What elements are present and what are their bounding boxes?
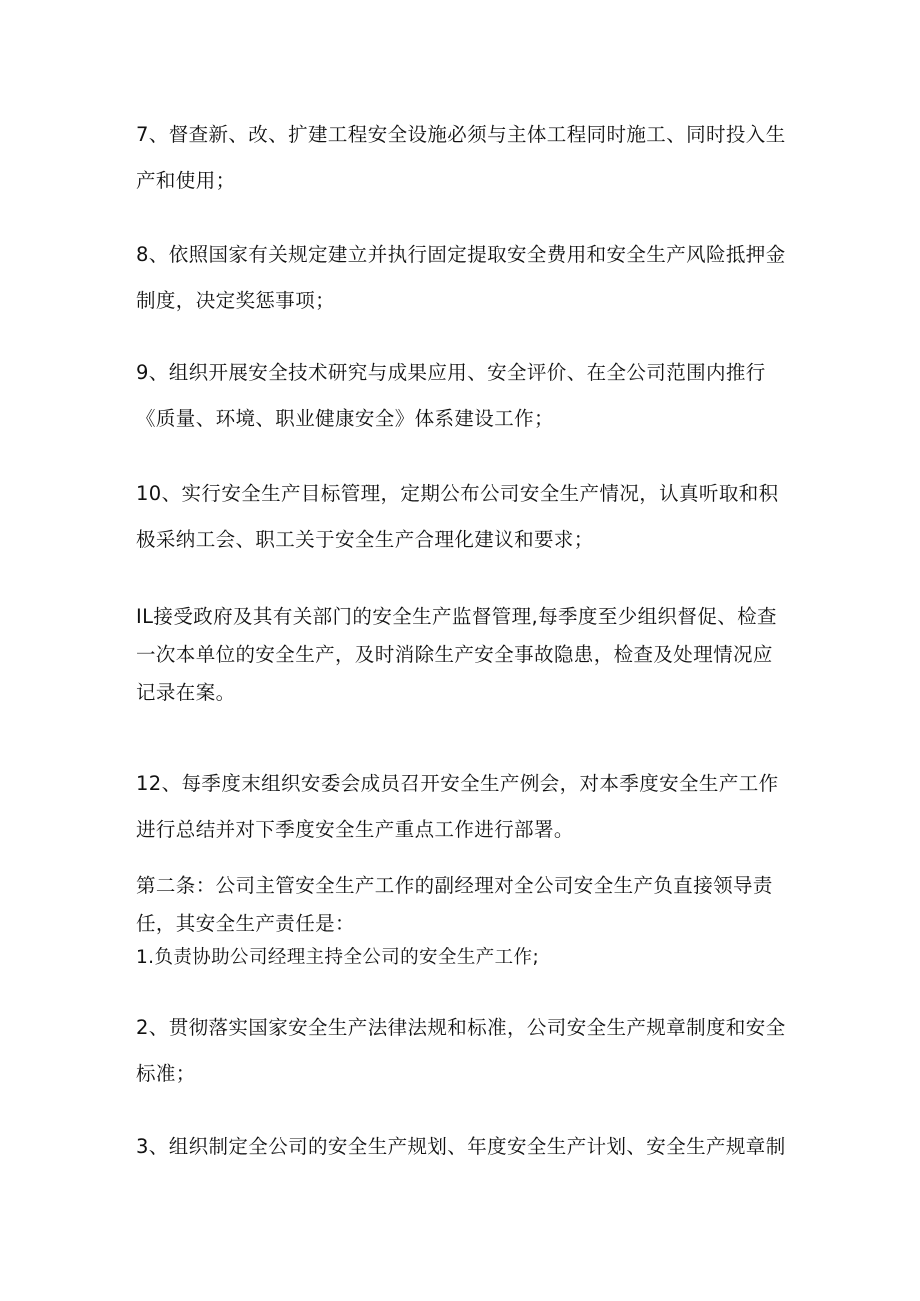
paragraph-line: 1.负责协助公司经理主持全公司的安全生产工作; [136, 947, 540, 968]
paragraph-line: 记录在案。 [136, 681, 236, 704]
paragraph-line: 任，其安全生产责任是： [136, 912, 355, 935]
paragraph-10 [136, 471, 786, 563]
paragraph-line: 进行总结并对下季度安全生产重点工作进行部署。 [136, 818, 574, 841]
paragraph-line: 8、依照国家有关规定建立并执行固定提取安全费用和安全生产风险抵押金 [136, 243, 786, 266]
article-2-item-2 [136, 1005, 786, 1097]
paragraph-9 [136, 350, 786, 442]
paragraph-line: 2、贯彻落实国家安全生产法律法规和标准，公司安全生产规章制度和安全 [136, 1016, 786, 1039]
paragraph-11 [136, 598, 786, 712]
paragraph-line: 3、组织制定全公司的安全生产规划、年度安全生产计划、安全生产规章制 [136, 1135, 786, 1158]
article-2-item-3 [136, 1124, 786, 1170]
paragraph-line: 12、每季度末组织安委会成员召开安全生产例会，对本季度安全生产工作 [136, 772, 779, 795]
paragraph-12 [136, 761, 786, 853]
paragraph-line: 7、督查新、改、扩建工程安全设施必须与主体工程同时施工、同时投入生 [136, 123, 786, 146]
paragraph-line: 产和使用； [136, 169, 236, 192]
paragraph-line: 极采纳工会、职工关于安全生产合理化建议和要求； [136, 528, 594, 551]
paragraph-line: 标准； [136, 1062, 196, 1085]
paragraph-line: 《质量、环境、职业健康安全》体系建设工作； [136, 407, 554, 430]
paragraph-line: 9、组织开展安全技术研究与成果应用、安全评价、在全公司范围内推行 [136, 361, 766, 384]
paragraph-line: 10、实行安全生产目标管理，定期公布公司安全生产情况，认真听取和积 [136, 482, 779, 505]
paragraph-line: IL接受政府及其有关部门的安全生产监督管理,每季度至少组织督促、检查 [136, 605, 777, 628]
paragraph-line: 制度，决定奖惩事项； [136, 289, 336, 312]
paragraph-line: 一次本单位的安全生产，及时消除生产安全事故隐患，检查及处理情况应 [136, 643, 773, 666]
article-2 [136, 867, 786, 943]
paragraph-8 [136, 232, 786, 324]
article-2-item-1 [136, 939, 786, 977]
paragraph-line: 第二条：公司主管安全生产工作的副经理对全公司安全生产负直接领导责 [136, 874, 773, 897]
paragraph-7 [136, 112, 786, 204]
